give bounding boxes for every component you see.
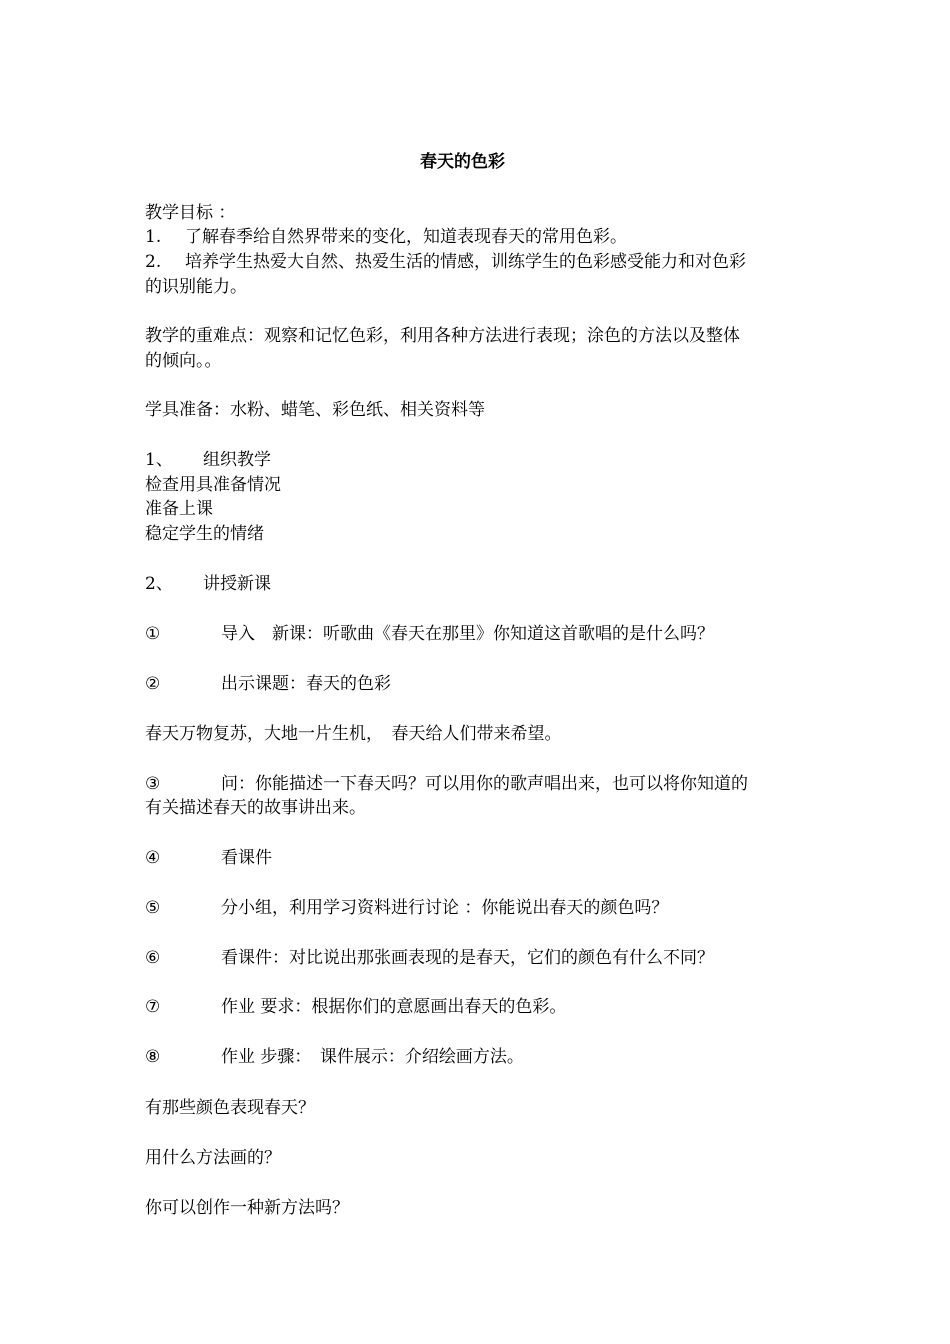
step-2 — [145, 572, 271, 596]
question-1: 有那些颜色表现春天？ — [145, 1098, 315, 1118]
step-1-item: 准备上课 — [145, 499, 213, 519]
objective-2-number: 2. — [145, 252, 162, 272]
objective-2 — [145, 250, 746, 274]
activity-3-marker: ③ — [145, 774, 161, 794]
activity-1-text: 导入 新课：听歌曲《春天在那里》你知道这首歌唱的是什么吗？ — [221, 624, 714, 644]
question-3: 你可以创作一种新方法吗？ — [145, 1198, 349, 1218]
activity-8-marker: ⑧ — [145, 1047, 161, 1067]
activity-2-marker: ② — [145, 674, 161, 694]
objective-1 — [145, 225, 627, 249]
activity-7-text: 作业 要求：根据你们的意愿画出春天的色彩。 — [221, 997, 567, 1017]
activity-8-text: 作业 步骤： 课件展示：介绍绘画方法。 — [221, 1047, 524, 1067]
objective-2-text-line-1: 培养学生热爱大自然、热爱生活的情感，训练学生的色彩感受能力和对色彩 — [185, 252, 746, 272]
activity-7-marker: ⑦ — [145, 997, 161, 1017]
activity-5-marker: ⑤ — [145, 898, 161, 918]
activity-2 — [145, 672, 391, 696]
step-2-label: 讲授新课 — [203, 574, 271, 594]
step-1 — [145, 448, 271, 472]
step-1-item: 检查用具准备情况 — [145, 475, 281, 495]
activity-6-text: 看课件：对比说出那张画表现的是春天，它们的颜色有什么不同？ — [221, 948, 714, 968]
step-2-number: 2、 — [145, 574, 173, 594]
activity-3 — [145, 772, 748, 796]
activity-6 — [145, 946, 714, 970]
activity-2-text: 出示课题：春天的色彩 — [221, 674, 391, 694]
step-1-number: 1、 — [145, 450, 173, 470]
objectives-heading: 教学目标 ： — [145, 203, 236, 223]
activity-5-text: 分小组，利用学习资料进行讨论 ：你能说出春天的颜色吗？ — [221, 898, 669, 918]
objective-1-text: 了解春季给自然界带来的变化，知道表现春天的常用色彩。 — [185, 227, 627, 247]
key-points-line-2: 的倾向。。 — [145, 351, 222, 371]
activity-1-marker: ① — [145, 624, 161, 644]
activity-4 — [145, 846, 272, 870]
spring-paragraph: 春天万物复苏，大地一片生机， 春天给人们带来希望。 — [145, 724, 562, 744]
materials: 学具准备：水粉、蜡笔、彩色纸、相关资料等 — [145, 400, 485, 420]
objective-2-text-line-2: 的识别能力。 — [145, 277, 247, 297]
activity-4-text: 看课件 — [221, 848, 272, 868]
step-1-label: 组织教学 — [203, 450, 271, 470]
activity-1 — [145, 622, 714, 646]
question-2: 用什么方法画的？ — [145, 1148, 281, 1168]
activity-4-marker: ④ — [145, 848, 161, 868]
objective-1-number: 1. — [145, 227, 162, 247]
activity-7 — [145, 995, 566, 1019]
step-1-item: 稳定学生的情绪 — [145, 524, 264, 544]
activity-3-text-line-2: 有关描述春天的故事讲出来。 — [145, 798, 366, 818]
activity-6-marker: ⑥ — [145, 948, 161, 968]
document-title: 春天的色彩 — [420, 152, 505, 172]
key-points-line-1: 教学的重难点：观察和记忆色彩，利用各种方法进行表现；涂色的方法以及整体 — [145, 326, 740, 346]
activity-8 — [145, 1045, 524, 1069]
activity-5 — [145, 896, 668, 920]
activity-3-text-line-1: 问：你能描述一下春天吗？可以用你的歌声唱出来，也可以将你知道的 — [221, 774, 748, 794]
